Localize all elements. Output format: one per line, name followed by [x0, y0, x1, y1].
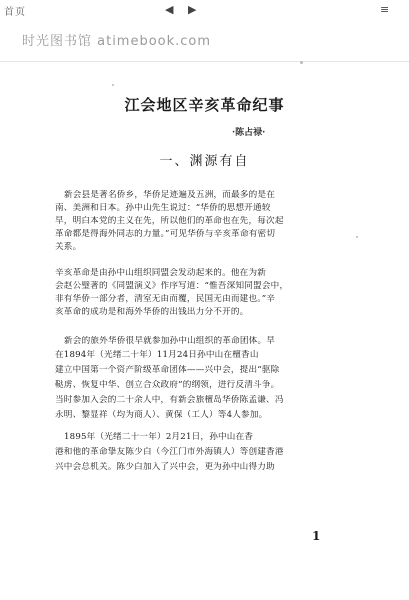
page-number: 1 [312, 529, 321, 543]
text-line: 关系。 [55, 242, 82, 252]
text-line: 早，明白本党的主义在先，所以他们的革命也在先，每次起 [55, 216, 284, 226]
text-line: 辛亥革命是由孙中山组织同盟会发动起来的。他在为新 [55, 268, 267, 278]
scan-artifact-dot [300, 61, 303, 64]
text-line: 新会的旅外华侨很早就参加孙中山组织的革命团体。早 [64, 336, 276, 346]
text-line: 南、美洲和日本。孙中山先生说过：“华侨的思想开通较 [55, 203, 271, 213]
text-line: 亥革命的成功是和海外华侨的出钱出力分不开的。 [55, 307, 249, 317]
text-line: 鞑虏、恢复中华、创立合众政府”的纲领，进行反清斗争。 [55, 380, 280, 390]
text-line: 会赵公璧著的《同盟演义》作序写道：“惟吾深知同盟会中， [55, 281, 289, 291]
text-line: 1895年（光绪二十一年）2月21日，孙中山在香 [64, 432, 254, 442]
text-line: 兴中会总机关。陈少白加入了兴中会，更为孙中山得力助 [55, 462, 275, 472]
site-watermark: 时光图书馆 atimebook.com [22, 34, 212, 49]
text-line: 永明、黎显祥（均为商人）、黄保（工人）等4人参加。 [55, 410, 268, 420]
text-line: 新会县是著名侨乡，华侨足迹遍及五洲，而最多的是在 [64, 190, 276, 200]
section-heading: 一、渊源有自 [159, 154, 250, 169]
text-line: 建立中国第一个资产阶级革命团体——兴中会，提出“驱除 [55, 365, 280, 375]
author-name: ·陈占禄· [232, 128, 266, 138]
scan-artifact-line [0, 61, 409, 62]
menu-icon[interactable]: ≡ [380, 3, 390, 16]
previous-page-icon[interactable]: ◀ [165, 3, 174, 16]
next-page-icon[interactable]: ▶ [188, 3, 197, 16]
text-line: 当时参加入会的二十余人中，有新会旅檀岛华侨陈孟谦、冯 [55, 395, 284, 405]
text-line: 非有华侨一部分者，清室无由而覆，民国无由而建也。”辛 [55, 294, 276, 304]
scan-artifact-dot [112, 84, 114, 86]
document-title: 江会地区辛亥革命纪事 [124, 96, 285, 114]
home-link[interactable]: 首页 [4, 7, 26, 18]
text-line: 在1894年（光绪二十年）11月24日孙中山在檀香山 [55, 350, 259, 360]
text-line: 革命都是得海外同志的力量。”可见华侨与辛亥革命有密切 [55, 229, 276, 239]
text-line: 港和他的革命挚友陈少白（今江门市外海镇人）等创建香港 [55, 447, 284, 457]
reader-toolbar [0, 0, 409, 20]
